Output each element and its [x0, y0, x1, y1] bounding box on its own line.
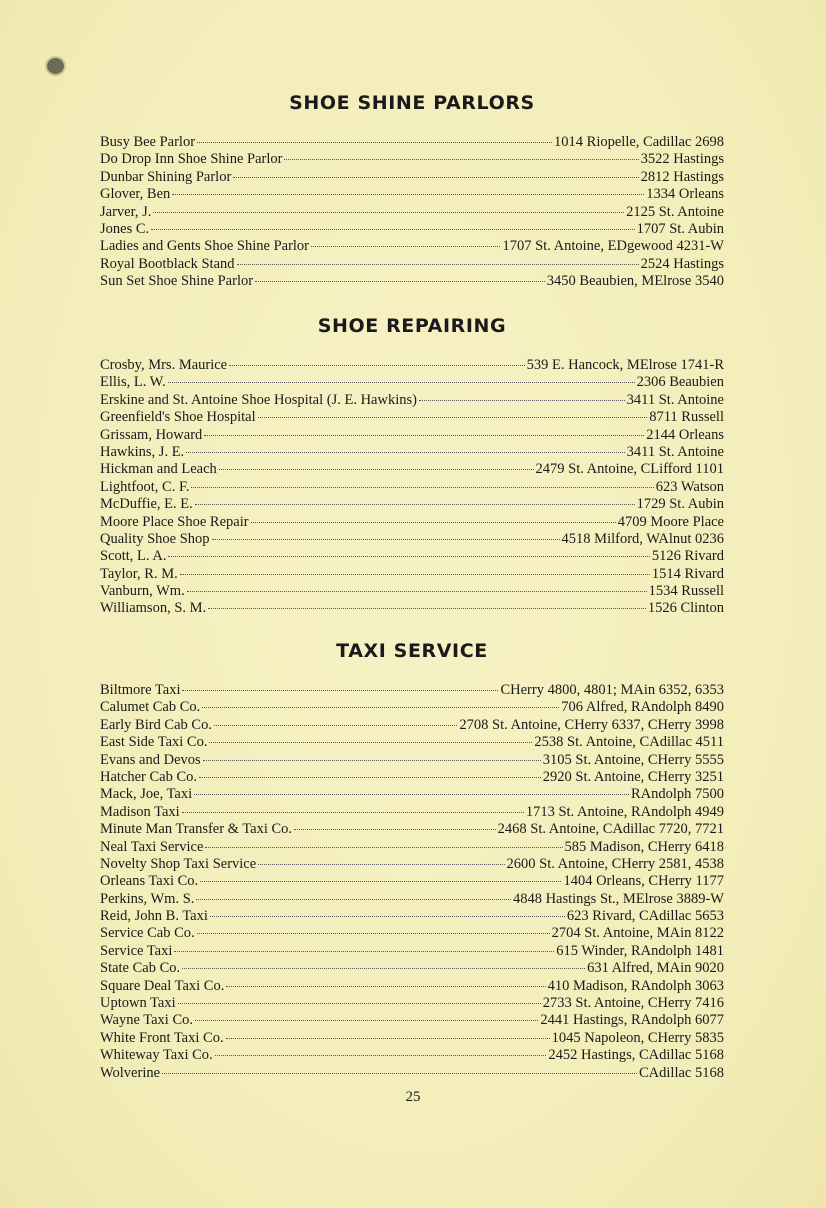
- list-item: [100, 908, 724, 925]
- list-item: [100, 186, 724, 203]
- listing-name: McDuffie, E. E.: [100, 496, 193, 513]
- dot-leader: [208, 607, 646, 609]
- list-item: [100, 256, 724, 273]
- listing-name: State Cab Co.: [100, 960, 181, 977]
- listing-address: 631 Alfred, MAin 9020: [587, 960, 724, 977]
- list-item: [100, 752, 724, 769]
- listing-name: Service Taxi: [100, 942, 173, 959]
- dot-leader: [195, 503, 635, 505]
- dot-leader: [233, 176, 638, 178]
- dot-leader: [187, 590, 647, 592]
- list-item: [100, 891, 724, 908]
- listing-address: 585 Madison, CHerry 6418: [564, 838, 724, 855]
- listing-address: 2524 Hastings: [640, 255, 724, 272]
- listing-name: Grissam, Howard: [100, 426, 203, 443]
- list-item: [100, 496, 724, 513]
- dot-leader: [210, 915, 565, 917]
- listing-address: 410 Madison, RAndolph 3063: [547, 977, 724, 994]
- listing-name: Vanburn, Wm.: [100, 583, 185, 600]
- dot-leader: [203, 759, 541, 761]
- listing-address: 5126 Rivard: [651, 548, 724, 565]
- listing-name: Neal Taxi Service: [100, 838, 204, 855]
- listing-name: Busy Bee Parlor: [100, 134, 196, 150]
- dot-leader: [226, 985, 545, 987]
- listing-name: Erskine and St. Antoine Shoe Hospital (J. E. Hawkins): [100, 391, 417, 408]
- dot-leader: [153, 211, 624, 213]
- dot-leader: [182, 689, 498, 691]
- listing-address: 2306 Beaubien: [636, 374, 724, 391]
- dot-leader: [219, 468, 534, 470]
- dot-leader: [182, 967, 585, 969]
- punch-hole: [47, 58, 64, 74]
- listing-name: Novelty Shop Taxi Service: [100, 855, 257, 872]
- dot-leader: [212, 538, 560, 540]
- listing-name: Glover, Ben: [100, 186, 171, 203]
- dot-leader: [191, 486, 653, 488]
- listing-name: Hickman and Leach: [100, 461, 217, 478]
- listing-name: White Front Taxi Co.: [100, 1029, 224, 1046]
- section-heading: SHOE REPAIRING: [317, 315, 507, 337]
- listing-name: Biltmore Taxi: [100, 682, 181, 698]
- dot-leader: [215, 1054, 547, 1056]
- list-item: [100, 583, 724, 600]
- page-number: 25: [405, 1089, 421, 1105]
- listing-address: 2920 St. Antoine, CHerry 3251: [542, 768, 724, 785]
- list-item: [100, 925, 724, 942]
- list-item: [100, 821, 724, 838]
- dot-leader: [258, 863, 504, 865]
- dot-leader: [200, 880, 561, 882]
- listing-name: Greenfield's Shoe Hospital: [100, 409, 256, 426]
- listing-name: Royal Bootblack Stand: [100, 255, 235, 272]
- listing-name: Quality Shoe Shop: [100, 530, 210, 547]
- dot-leader: [168, 555, 649, 557]
- listing-address: 706 Alfred, RAndolph 8490: [561, 699, 724, 716]
- listing-address: 3411 St. Antoine: [626, 443, 724, 460]
- dot-leader: [255, 280, 545, 282]
- list-item: [100, 978, 724, 995]
- list-item: [100, 548, 724, 565]
- listing-address: 1404 Orleans, CHerry 1177: [563, 873, 724, 890]
- listing-address: 539 E. Hancock, MElrose 1741-R: [526, 357, 724, 373]
- listing-address: 3105 St. Antoine, CHerry 5555: [542, 751, 724, 768]
- list-item: [100, 238, 724, 255]
- dot-leader: [209, 741, 532, 743]
- listing-address: 1707 St. Aubin: [636, 220, 724, 237]
- listing-name: Early Bird Cab Co.: [100, 716, 212, 733]
- listing-name: Ellis, L. W.: [100, 374, 166, 391]
- list-item: [100, 392, 724, 409]
- listing-address: 1707 St. Antoine, EDgewood 4231-W: [502, 238, 724, 255]
- listing-name: Reid, John B. Taxi: [100, 908, 208, 925]
- dot-leader: [311, 245, 500, 247]
- listing-address: 623 Rivard, CAdillac 5653: [566, 908, 724, 925]
- listing-name: Mack, Joe, Taxi: [100, 786, 193, 803]
- listing-address: 1014 Riopelle, Cadillac 2698: [554, 134, 724, 150]
- list-item: [100, 995, 724, 1012]
- listing-name: Whiteway Taxi Co.: [100, 1047, 213, 1064]
- listing-address: CAdillac 5168: [639, 1064, 724, 1081]
- list-item: [100, 357, 724, 374]
- listing-name: Lightfoot, C. F.: [100, 478, 190, 495]
- dot-leader: [194, 793, 629, 795]
- listing-address: 3411 St. Antoine: [626, 391, 724, 408]
- listing: [100, 357, 724, 618]
- dot-leader: [284, 158, 638, 160]
- list-item: [100, 1065, 724, 1082]
- listing-address: 3522 Hastings: [640, 151, 724, 168]
- dot-leader: [195, 1019, 538, 1021]
- listing-name: Wayne Taxi Co.: [100, 1012, 193, 1029]
- list-item: [100, 169, 724, 186]
- dot-leader: [186, 451, 624, 453]
- list-item: [100, 1047, 724, 1064]
- listing-name: Madison Taxi: [100, 803, 180, 820]
- listing-name: Jones C.: [100, 220, 150, 237]
- dot-leader: [182, 811, 524, 813]
- listing: [100, 682, 724, 1082]
- list-item: [100, 873, 724, 890]
- list-item: [100, 151, 724, 168]
- dot-leader: [180, 573, 650, 575]
- listing-name: Sun Set Shoe Shine Parlor: [100, 273, 254, 290]
- list-item: [100, 1030, 724, 1047]
- listing-address: 1334 Orleans: [646, 186, 724, 203]
- dot-leader: [202, 706, 559, 708]
- dot-leader: [197, 141, 552, 143]
- list-item: [100, 600, 724, 617]
- list-item: [100, 514, 724, 531]
- dot-leader: [258, 416, 648, 418]
- list-item: [100, 960, 724, 977]
- listing-name: Do Drop Inn Shoe Shine Parlor: [100, 151, 283, 168]
- list-item: [100, 461, 724, 478]
- listing-name: Ladies and Gents Shoe Shine Parlor: [100, 238, 310, 255]
- list-item: [100, 531, 724, 548]
- listing-name: Evans and Devos: [100, 751, 201, 768]
- dot-leader: [199, 776, 541, 778]
- list-item: [100, 374, 724, 391]
- list-item: [100, 769, 724, 786]
- listing-name: Uptown Taxi: [100, 995, 176, 1012]
- listing-address: CHerry 4800, 4801; MAin 6352, 6353: [500, 682, 724, 698]
- list-item: [100, 786, 724, 803]
- listing-address: 4518 Milford, WAlnut 0236: [561, 530, 724, 547]
- listing-address: 8711 Russell: [649, 409, 724, 426]
- dot-leader: [196, 898, 511, 900]
- dot-leader: [419, 399, 625, 401]
- listing-address: 1713 St. Antoine, RAndolph 4949: [525, 803, 724, 820]
- listing-name: Minute Man Transfer & Taxi Co.: [100, 821, 293, 838]
- dot-leader: [294, 828, 496, 830]
- dot-leader: [172, 193, 644, 195]
- listing-address: 2538 St. Antoine, CAdillac 4511: [534, 734, 724, 751]
- dot-leader: [229, 364, 525, 366]
- list-item: [100, 943, 724, 960]
- dot-leader: [251, 521, 616, 523]
- list-item: [100, 479, 724, 496]
- listing-name: East Side Taxi Co.: [100, 734, 208, 751]
- listing-name: Jarver, J.: [100, 203, 152, 220]
- dot-leader: [197, 932, 550, 934]
- list-item: [100, 204, 724, 221]
- section-heading: SHOE SHINE PARLORS: [289, 92, 535, 114]
- listing-name: Orleans Taxi Co.: [100, 873, 199, 890]
- dot-leader: [174, 950, 554, 952]
- list-item: [100, 682, 724, 699]
- listing-address: RAndolph 7500: [630, 786, 724, 803]
- listing-name: Perkins, Wm. S.: [100, 890, 195, 907]
- section-shoe-shine-parlors: [100, 88, 724, 291]
- list-item: [100, 409, 724, 426]
- list-item: [100, 134, 724, 151]
- dot-leader: [205, 846, 562, 848]
- listing-name: Williamson, S. M.: [100, 600, 207, 617]
- dot-leader: [214, 724, 457, 726]
- listing-name: Scott, L. A.: [100, 548, 167, 565]
- listing-address: 615 Winder, RAndolph 1481: [556, 942, 724, 959]
- listing-name: Taylor, R. M.: [100, 565, 178, 582]
- listing-address: 2125 St. Antoine: [626, 203, 724, 220]
- listing-address: 2468 St. Antoine, CAdillac 7720, 7721: [497, 821, 724, 838]
- listing-address: 2704 St. Antoine, MAin 8122: [551, 925, 724, 942]
- listing-address: 2144 Orleans: [646, 426, 724, 443]
- listing-address: 1729 St. Aubin: [636, 496, 724, 513]
- listing-address: 1526 Clinton: [647, 600, 724, 617]
- listing-address: 4848 Hastings St., MElrose 3889-W: [512, 890, 724, 907]
- section-taxi-service: [100, 636, 724, 1082]
- list-item: [100, 856, 724, 873]
- listing-name: Service Cab Co.: [100, 925, 195, 942]
- listing-address: 2812 Hastings: [640, 168, 724, 185]
- listing-address: 1534 Russell: [648, 583, 724, 600]
- list-item: [100, 273, 724, 290]
- dot-leader: [151, 228, 634, 230]
- dot-leader: [237, 263, 639, 265]
- listing: [100, 134, 724, 291]
- list-item: [100, 427, 724, 444]
- dot-leader: [226, 1037, 550, 1039]
- list-item: [100, 839, 724, 856]
- dot-leader: [204, 434, 644, 436]
- list-item: [100, 699, 724, 716]
- listing-address: 4709 Moore Place: [617, 513, 724, 530]
- listing-name: Moore Place Shoe Repair: [100, 513, 249, 530]
- listing-address: 2441 Hastings, RAndolph 6077: [540, 1012, 724, 1029]
- listing-address: 1045 Napoleon, CHerry 5835: [551, 1029, 724, 1046]
- listing-address: 623 Watson: [655, 478, 724, 495]
- dot-leader: [162, 1072, 637, 1074]
- listing-name: Hawkins, J. E.: [100, 443, 185, 460]
- list-item: [100, 717, 724, 734]
- listing-name: Calumet Cab Co.: [100, 699, 201, 716]
- dot-leader: [178, 1002, 541, 1004]
- list-item: [100, 804, 724, 821]
- listing-address: 3450 Beaubien, MElrose 3540: [546, 273, 724, 290]
- list-item: [100, 444, 724, 461]
- listing-address: 2600 St. Antoine, CHerry 2581, 4538: [506, 855, 724, 872]
- listing-address: 2452 Hastings, CAdillac 5168: [548, 1047, 724, 1064]
- listing-address: 1514 Rivard: [651, 565, 724, 582]
- listing-name: Wolverine: [100, 1064, 161, 1081]
- section-shoe-repairing: [100, 311, 724, 618]
- listing-address: 2733 St. Antoine, CHerry 7416: [542, 995, 724, 1012]
- list-item: [100, 1012, 724, 1029]
- listing-address: 2708 St. Antoine, CHerry 6337, CHerry 3998: [459, 716, 724, 733]
- listing-name: Dunbar Shining Parlor: [100, 168, 232, 185]
- dot-leader: [168, 381, 635, 383]
- listing-name: Crosby, Mrs. Maurice: [100, 357, 228, 373]
- list-item: [100, 734, 724, 751]
- list-item: [100, 566, 724, 583]
- listing-name: Hatcher Cab Co.: [100, 768, 198, 785]
- listing-name: Square Deal Taxi Co.: [100, 977, 225, 994]
- listing-address: 2479 St. Antoine, CLifford 1101: [535, 461, 724, 478]
- section-heading: TAXI SERVICE: [336, 640, 488, 662]
- list-item: [100, 221, 724, 238]
